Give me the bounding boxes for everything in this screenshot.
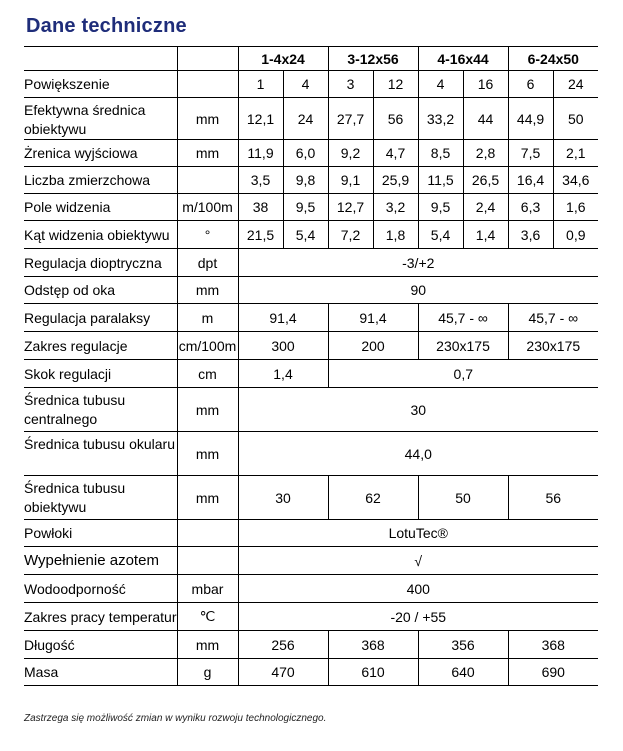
row-label: Średnica tubusu centralnego	[24, 388, 177, 432]
cell-value: 91,4	[238, 304, 328, 332]
row-unit: mm	[177, 140, 238, 167]
row-unit: mm	[177, 432, 238, 476]
cell-value: 0,7	[328, 360, 598, 388]
cell-value: 7,5	[508, 140, 553, 167]
cell-value: 5,4	[418, 221, 463, 249]
row-label: Liczba zmierzchowa	[24, 167, 177, 194]
cell-value: 16,4	[508, 167, 553, 194]
cell-value: 1	[238, 71, 283, 98]
row-label: Odstęp od oka	[24, 277, 177, 304]
cell-value: 9,1	[328, 167, 373, 194]
row-label: Wodoodporność	[24, 575, 177, 603]
cell-value: -20 / +55	[238, 603, 598, 631]
cell-value: 3,6	[508, 221, 553, 249]
row-unit: mm	[177, 388, 238, 432]
cell-value: 230x175	[418, 332, 508, 360]
table-row	[24, 221, 598, 249]
cell-value: 2,4	[463, 194, 508, 221]
row-label: Wypełnienie azotem	[24, 547, 177, 575]
cell-value: 44,0	[238, 432, 598, 476]
row-label: Powiększenie	[24, 71, 177, 98]
cell-value: 26,5	[463, 167, 508, 194]
table-row	[24, 194, 598, 221]
cell-value: 9,8	[283, 167, 328, 194]
cell-value: 91,4	[328, 304, 418, 332]
row-label: Regulacja paralaksy	[24, 304, 177, 332]
model-header: 4-16x44	[418, 47, 508, 71]
cell-value: 11,9	[238, 140, 283, 167]
row-unit: cm	[177, 360, 238, 388]
row-unit: m/100m	[177, 194, 238, 221]
table-row	[24, 167, 598, 194]
cell-value: 1,8	[373, 221, 418, 249]
row-label: Pole widzenia	[24, 194, 177, 221]
cell-value: 30	[238, 388, 598, 432]
cell-value: 0,9	[553, 221, 598, 249]
model-header: 6-24x50	[508, 47, 598, 71]
row-label: Zakres pracy temperatur	[24, 603, 177, 631]
header-row	[24, 47, 598, 71]
row-unit: mm	[177, 476, 238, 520]
cell-value: 12,1	[238, 98, 283, 140]
row-label: Zakres regulacje	[24, 332, 177, 360]
table-row	[24, 631, 598, 659]
cell-value: 56	[508, 476, 598, 520]
row-unit: dpt	[177, 249, 238, 277]
cell-value: 640	[418, 659, 508, 686]
row-unit	[177, 167, 238, 194]
cell-value: 9,5	[418, 194, 463, 221]
cell-value: 4	[283, 71, 328, 98]
cell-value: 230x175	[508, 332, 598, 360]
cell-value: -3/+2	[238, 249, 598, 277]
cell-value: 38	[238, 194, 283, 221]
row-label: Długość	[24, 631, 177, 659]
cell-value: 9,5	[283, 194, 328, 221]
cell-value: 1,4	[463, 221, 508, 249]
table-row	[24, 520, 598, 547]
cell-value: 3	[328, 71, 373, 98]
row-unit	[177, 547, 238, 575]
table-row	[24, 332, 598, 360]
table-row	[24, 360, 598, 388]
cell-value: 25,9	[373, 167, 418, 194]
cell-value: 11,5	[418, 167, 463, 194]
row-unit: mm	[177, 98, 238, 140]
cell-value: 24	[283, 98, 328, 140]
spec-table	[24, 46, 598, 686]
cell-value: 1,4	[238, 360, 328, 388]
row-unit: m	[177, 304, 238, 332]
cell-value: 8,5	[418, 140, 463, 167]
cell-value: 27,7	[328, 98, 373, 140]
table-row	[24, 547, 598, 575]
table-row	[24, 140, 598, 167]
cell-value: 21,5	[238, 221, 283, 249]
cell-value: 3,5	[238, 167, 283, 194]
table-row	[24, 388, 598, 432]
row-label: Powłoki	[24, 520, 177, 547]
cell-value: 200	[328, 332, 418, 360]
model-header: 3-12x56	[328, 47, 418, 71]
cell-value: 4	[418, 71, 463, 98]
row-unit	[177, 71, 238, 98]
row-label: Średnica tubusu obiektywu	[24, 476, 177, 520]
table-row	[24, 98, 598, 140]
table-row	[24, 432, 598, 476]
cell-value: 2,8	[463, 140, 508, 167]
cell-value: 1,6	[553, 194, 598, 221]
table-row	[24, 575, 598, 603]
cell-value: 5,4	[283, 221, 328, 249]
table-row	[24, 304, 598, 332]
row-unit: mbar	[177, 575, 238, 603]
model-header: 1-4x24	[238, 47, 328, 71]
cell-value: 7,2	[328, 221, 373, 249]
cell-value: 300	[238, 332, 328, 360]
row-unit: mm	[177, 631, 238, 659]
cell-value: 3,2	[373, 194, 418, 221]
cell-value: 368	[328, 631, 418, 659]
row-unit: cm/100m	[177, 332, 238, 360]
cell-value: 610	[328, 659, 418, 686]
row-unit	[177, 520, 238, 547]
table-row	[24, 249, 598, 277]
row-label: Efektywna średnica obiektywu	[24, 98, 177, 140]
header-empty	[24, 47, 177, 71]
table-row	[24, 71, 598, 98]
cell-value: 356	[418, 631, 508, 659]
cell-value: 44	[463, 98, 508, 140]
page-title: Dane techniczne	[26, 15, 187, 37]
footnote: Zastrzega się możliwość zmian w wyniku rozwoju technologicznego.	[24, 713, 327, 724]
cell-value: 6,0	[283, 140, 328, 167]
cell-value: 62	[328, 476, 418, 520]
row-label: Masa	[24, 659, 177, 686]
table-row	[24, 603, 598, 631]
cell-value: 400	[238, 575, 598, 603]
cell-value: 12	[373, 71, 418, 98]
cell-value: 90	[238, 277, 598, 304]
row-label: Kąt widzenia obiektywu	[24, 221, 177, 249]
cell-value: 368	[508, 631, 598, 659]
cell-value: 50	[418, 476, 508, 520]
row-unit: mm	[177, 277, 238, 304]
cell-value: 45,7 - ∞	[508, 304, 598, 332]
cell-value: 12,7	[328, 194, 373, 221]
row-label: Żrenica wyjściowa	[24, 140, 177, 167]
cell-value: 690	[508, 659, 598, 686]
cell-value: 470	[238, 659, 328, 686]
row-label: Średnica tubusu okularu	[24, 432, 177, 476]
table-row	[24, 277, 598, 304]
table-row	[24, 476, 598, 520]
cell-value: 16	[463, 71, 508, 98]
header-empty	[177, 47, 238, 71]
check-icon: √	[238, 547, 598, 575]
row-label: Skok regulacji	[24, 360, 177, 388]
row-unit: °	[177, 221, 238, 249]
cell-value: 45,7 - ∞	[418, 304, 508, 332]
row-label: Regulacja dioptryczna	[24, 249, 177, 277]
cell-value: 44,9	[508, 98, 553, 140]
cell-value: 34,6	[553, 167, 598, 194]
row-unit: ℃	[177, 603, 238, 631]
row-unit: g	[177, 659, 238, 686]
cell-value: 256	[238, 631, 328, 659]
cell-value: 24	[553, 71, 598, 98]
cell-value: 56	[373, 98, 418, 140]
table-row	[24, 659, 598, 686]
cell-value: 4,7	[373, 140, 418, 167]
cell-value: 30	[238, 476, 328, 520]
cell-value: 50	[553, 98, 598, 140]
cell-value: 33,2	[418, 98, 463, 140]
cell-value: 2,1	[553, 140, 598, 167]
cell-value: 9,2	[328, 140, 373, 167]
cell-value: LotuTec®	[238, 520, 598, 547]
cell-value: 6,3	[508, 194, 553, 221]
cell-value: 6	[508, 71, 553, 98]
